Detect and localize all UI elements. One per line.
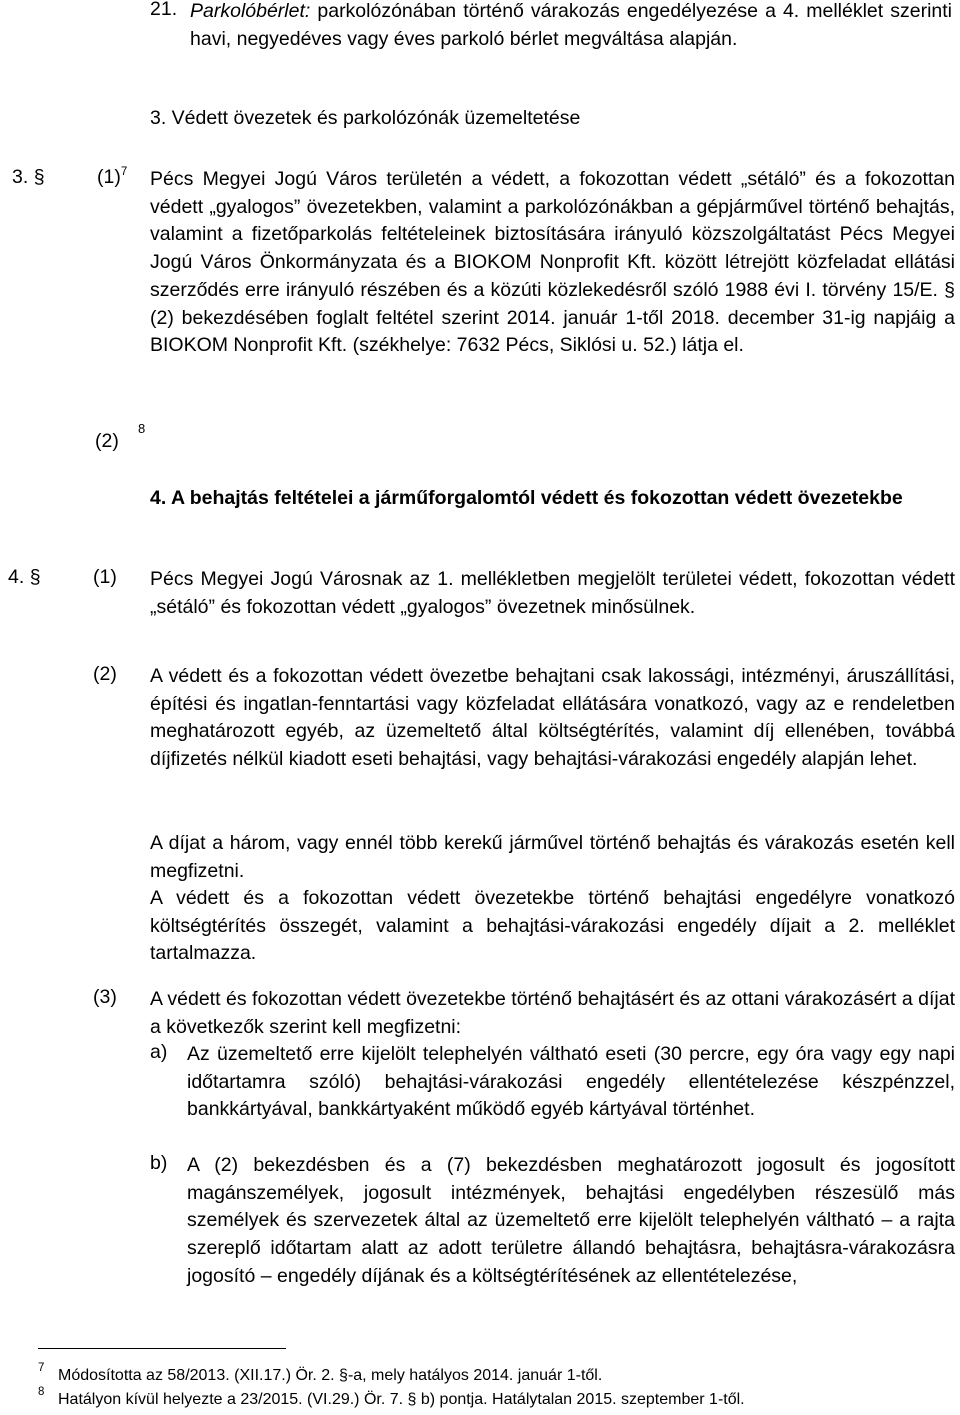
section-4-para-2-text-c: A védett és a fokozottan védett övezetekbe történő behajtási engedélyre vonatkozó költségtérítés összegét, valamint a behajtási-várakozási engedély díjait a 2. melléklet tartalmazza. <box>150 887 955 965</box>
section-4-para-3-number: (3) <box>93 986 117 1008</box>
point-a-label: a) <box>150 1041 168 1063</box>
chapter-4-heading: 4. A behajtás feltételei a járműforgalomtól védett és fokozottan védett övezetekbe <box>150 487 903 509</box>
point-b-label: b) <box>150 1152 168 1174</box>
item-21-text: parkolózónában történő várakozás engedélyezése a 4. melléklet szerinti havi, negyedéves vagy éves parkoló bérlet megváltása alapján. <box>190 0 952 50</box>
section-4-para-3-text: A védett és fokozottan védett övezetekbe történő behajtásért és az ottani várakozásért a díjat a következők szerint kell megfizetni: <box>150 988 955 1038</box>
chapter-3-heading: 3. Védett övezetek és parkolózónák üzemeltetése <box>150 107 581 129</box>
footnote-7-number: 7 <box>38 1362 45 1374</box>
section-4-number <box>8 566 41 589</box>
section-4-num: 4. <box>8 566 25 588</box>
section-sign: § <box>33 166 45 188</box>
point-a-text: Az üzemeltető erre kijelölt telephelyén váltható eseti (30 percre, egy óra vagy egy napi időtartamra szóló) behajtási-várakozási engedély ellentételezése készpénzzel, bankkártyával, bankkártyaként működő egyéb kártyával történhet. <box>187 1043 955 1121</box>
para-number: (1) <box>97 166 121 188</box>
footnote-ref-8[interactable]: 8 <box>138 421 146 436</box>
section-4-para-1-text: Pécs Megyei Jogú Városnak az 1. mellékletben megjelölt területei védett, fokozottan védett „sétáló” és fokozottan védett „gyalogos” övezetnek minősülnek. <box>150 568 955 618</box>
section-3-para-1-number <box>97 166 127 189</box>
item-21-number: 21. <box>150 0 178 20</box>
section-3-para-1-text: Pécs Megyei Jogú Város területén a védett, a fokozottan védett „sétáló” és a fokozottan védett „gyalogos” övezetekben, valamint a parkolózónákban a gépjárművel történő behajtás, valamint a fizetőparkolás feltételeinek biztosítására irányuló közszolgáltatást Pécs Megyei Jogú Város Önkormányzata és a BIOKOM Nonprofit Kft. között létrejött közfeladat ellátási szerződés erre irányuló részében és a közúti közlekedésről szóló 1988 évi I. törvény 15/E. § (2) bekezdésében foglalt feltétel szerint 2014. január 1-től 2018. december 31-ig napjáig a BIOKOM Nonprofit Kft. (székhelye: 7632 Pécs, Siklósi u. 52.) látja el. <box>150 168 955 357</box>
section-4-para-2-text-b: A díjat a három, vagy ennél több kerekű járművel történő behajtás és várakozás esetén kell megfizetni. <box>150 832 955 882</box>
section-4-para-1-number: (1) <box>93 566 117 588</box>
section-sign: § <box>29 566 41 588</box>
footnote-separator <box>38 1348 286 1349</box>
footnote-8-number: 8 <box>38 1386 45 1398</box>
footnote-ref-7[interactable]: 7 <box>120 166 128 178</box>
section-4-para-2-number: (2) <box>93 663 117 685</box>
section-3-para-2-number <box>95 430 119 453</box>
para-number: (2) <box>95 430 119 452</box>
section-4-para-2-text-a: A védett és a fokozottan védett övezetbe behajtani csak lakossági, intézményi, áruszállítási, építési és ingatlan-fenntartási vagy közfeladat ellátására vonatkozó, vagy az e rendeletben meghatározott egyéb, az üzemeltető által költségtérítés, valamint díj ellenében, továbbá díjfizetés nélkül kiadott eseti behajtási, vagy behajtási-várakozási engedély alapján lehet. <box>150 665 955 771</box>
item-21-definition <box>190 0 952 53</box>
footnote-7-text: Módosította az 58/2013. (XII.17.) Ör. 2. §-a, mely hatályos 2014. január 1-től. <box>58 1367 603 1384</box>
footnote-8-text: Hatályon kívül helyezte a 23/2015. (VI.29.) Ör. 7. § b) pontja. Hatálytalan 2015. szeptember 1-től. <box>58 1391 745 1408</box>
section-3-num: 3. <box>12 166 29 188</box>
item-21-term: Parkolóbérlet: <box>190 0 311 22</box>
section-3-number <box>12 166 45 189</box>
point-b-text: A (2) bekezdésben és a (7) bekezdésben meghatározott jogosult és jogosított magánszemélyek, jogosult intézmények, behajtási engedélyben részesülő más személyek és szervezetek által az üzemeltető erre kijelölt telephelyén váltható – a rajta szereplő időtartam alatt az adott területre állandó behajtásra, behajtásra-várakozásra jogosító – engedély díjának és a költségtérítésének az ellentételezése, <box>187 1154 955 1287</box>
